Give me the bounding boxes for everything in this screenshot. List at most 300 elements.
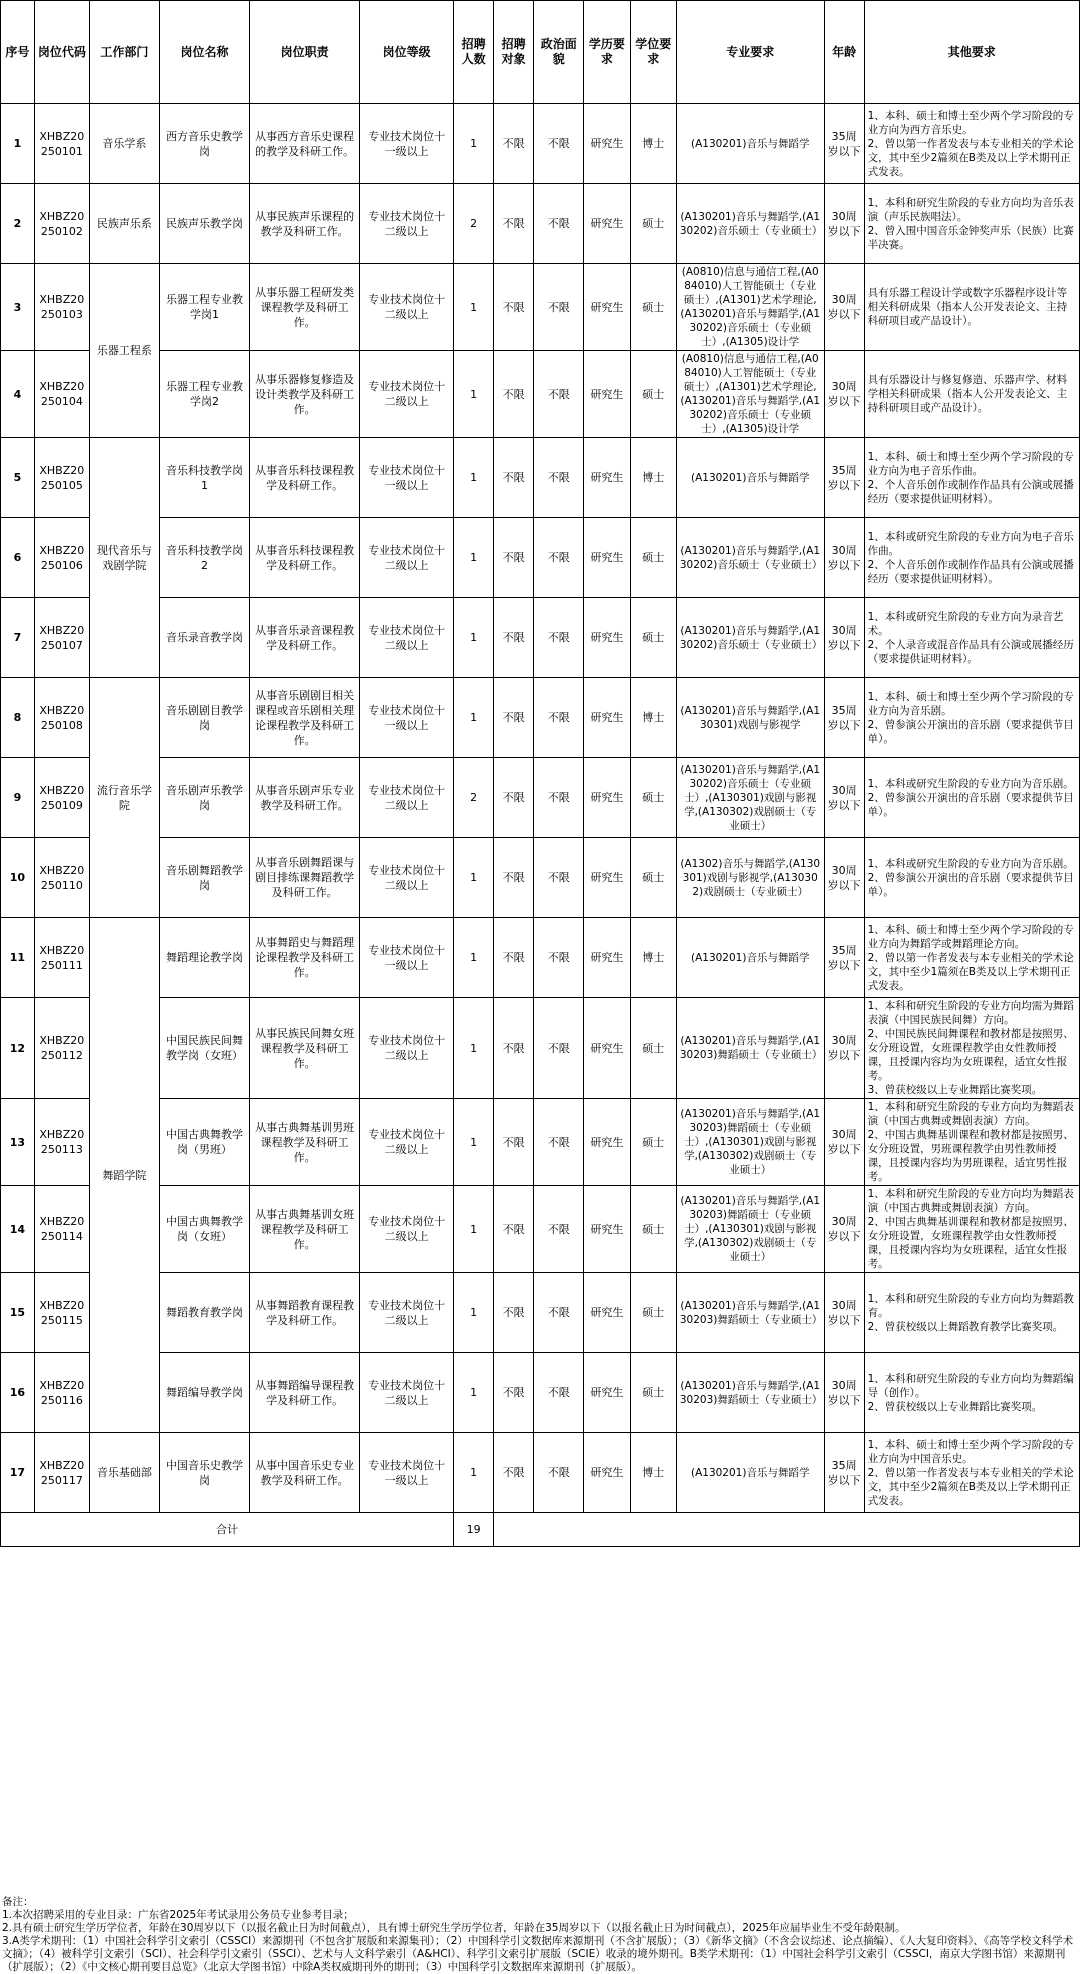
cell-political: 不限	[534, 351, 584, 438]
cell-target: 不限	[494, 351, 534, 438]
cell-political: 不限	[534, 678, 584, 758]
cell-level: 专业技术岗位十一级以上	[360, 104, 454, 184]
cell-edu: 研究生	[584, 104, 630, 184]
cell-code: XHBZ20250101	[34, 104, 89, 184]
cell-count: 1	[454, 438, 494, 518]
cell-count: 1	[454, 918, 494, 998]
cell-code: XHBZ20250103	[34, 264, 89, 351]
cell-major: (A130201)音乐与舞蹈学,(A130203)舞蹈硕士（专业硕士）,(A130301)戏剧与影视学,(A130302)戏剧硕士（专业硕士）	[676, 1186, 824, 1273]
cell-code: XHBZ20250116	[34, 1353, 89, 1433]
cell-no: 15	[1, 1273, 35, 1353]
cell-dept: 音乐学系	[89, 104, 159, 184]
cell-major: (A130201)音乐与舞蹈学	[676, 438, 824, 518]
cell-name: 音乐科技教学岗1	[159, 438, 249, 518]
cell-political: 不限	[534, 1273, 584, 1353]
cell-count: 1	[454, 104, 494, 184]
cell-political: 不限	[534, 598, 584, 678]
cell-dept: 流行音乐学院	[89, 678, 159, 918]
header-major: 专业要求	[676, 1, 824, 104]
cell-no: 1	[1, 104, 35, 184]
cell-major: (A130201)音乐与舞蹈学,(A130301)戏剧与影视学	[676, 678, 824, 758]
other-line: 2、曾获校级以上专业舞蹈比赛奖项。	[867, 1400, 1043, 1413]
header-age: 年龄	[824, 1, 864, 104]
cell-other	[864, 351, 1079, 438]
cell-target: 不限	[494, 1186, 534, 1273]
cell-duty: 从事音乐科技课程教学及科研工作。	[250, 518, 360, 598]
cell-edu: 研究生	[584, 1273, 630, 1353]
cell-political: 不限	[534, 758, 584, 838]
table-row	[1, 838, 1080, 918]
cell-duty: 从事舞蹈编导课程教学及科研工作。	[250, 1353, 360, 1433]
note-line: 2.具有硕士研究生学历学位者，年龄在30周岁以下（以报名截止日为时间截点），具有博士研究生学历学位者，年龄在35周岁以下（以报名截止日为时间截点），2025年应届毕业生不受年龄限制。	[2, 1922, 906, 1934]
header-code: 岗位代码	[34, 1, 89, 104]
cell-political: 不限	[534, 264, 584, 351]
cell-dept: 现代音乐与戏剧学院	[89, 438, 159, 678]
cell-major: (A130201)音乐与舞蹈学,(A130203)舞蹈硕士（专业硕士）	[676, 1273, 824, 1353]
cell-other	[864, 264, 1079, 351]
cell-degree: 硕士	[630, 838, 676, 918]
cell-age: 35周岁以下	[824, 1433, 864, 1513]
cell-major: (A130201)音乐与舞蹈学	[676, 104, 824, 184]
header-row	[1, 1, 1080, 104]
cell-count: 1	[454, 518, 494, 598]
cell-level: 专业技术岗位十二级以上	[360, 264, 454, 351]
cell-degree: 硕士	[630, 1099, 676, 1186]
cell-age: 30周岁以下	[824, 838, 864, 918]
table-row	[1, 918, 1080, 998]
cell-code: XHBZ20250108	[34, 678, 89, 758]
cell-degree: 博士	[630, 438, 676, 518]
cell-major: (A0810)信息与通信工程,(A084010)人工智能硕士（专业硕士）,(A1301)艺术学理论,(A130201)音乐与舞蹈学,(A130202)音乐硕士（专业硕士）,(A1305)设计学	[676, 351, 824, 438]
cell-edu: 研究生	[584, 598, 630, 678]
cell-count: 1	[454, 678, 494, 758]
header-duty: 岗位职责	[250, 1, 360, 104]
cell-edu: 研究生	[584, 264, 630, 351]
cell-age: 30周岁以下	[824, 184, 864, 264]
other-line: 具有乐器工程设计学或数字乐器程序设计等相关科研成果（指本人公开发表论文、主持科研项目或产品设计）。	[867, 287, 1068, 327]
cell-code: XHBZ20250106	[34, 518, 89, 598]
table-row	[1, 438, 1080, 518]
cell-no: 3	[1, 264, 35, 351]
other-line: 2、曾参演公开演出的音乐剧（要求提供节目单）。	[867, 871, 1074, 898]
other-line: 2、曾参演公开演出的音乐剧（要求提供节目单）。	[867, 791, 1074, 818]
cell-code: XHBZ20250105	[34, 438, 89, 518]
table-row	[1, 758, 1080, 838]
cell-major: (A130201)音乐与舞蹈学,(A130202)音乐硕士（专业硕士）	[676, 518, 824, 598]
cell-name: 舞蹈理论教学岗	[159, 918, 249, 998]
other-line: 2、个人音乐创作或制作作品具有公演或展播经历（要求提供证明材料）。	[867, 478, 1074, 505]
table-row	[1, 598, 1080, 678]
cell-other	[864, 1353, 1079, 1433]
cell-degree: 硕士	[630, 1353, 676, 1433]
cell-no: 5	[1, 438, 35, 518]
cell-level: 专业技术岗位十二级以上	[360, 184, 454, 264]
cell-major: (A1302)音乐与舞蹈学,(A130301)戏剧与影视学,(A130302)戏剧硕士（专业硕士）	[676, 838, 824, 918]
cell-other	[864, 1186, 1079, 1273]
cell-degree: 硕士	[630, 184, 676, 264]
cell-degree: 硕士	[630, 598, 676, 678]
cell-degree: 硕士	[630, 518, 676, 598]
other-line: 1、本科、硕士和博士至少两个学习阶段的专业方向为西方音乐史。	[867, 109, 1074, 136]
cell-degree: 硕士	[630, 1186, 676, 1273]
cell-age: 35周岁以下	[824, 918, 864, 998]
cell-count: 2	[454, 184, 494, 264]
cell-duty: 从事音乐科技课程教学及科研工作。	[250, 438, 360, 518]
cell-count: 1	[454, 1353, 494, 1433]
other-line: 2、曾获校级以上舞蹈教育教学比赛奖项。	[867, 1320, 1064, 1333]
cell-other	[864, 1433, 1079, 1513]
cell-major: (A130201)音乐与舞蹈学,(A130203)舞蹈硕士（专业硕士）	[676, 998, 824, 1099]
cell-name: 舞蹈编导教学岗	[159, 1353, 249, 1433]
cell-code: XHBZ20250111	[34, 918, 89, 998]
cell-other	[864, 104, 1079, 184]
other-line: 2、曾入围中国音乐金钟奖声乐（民族）比赛半决赛。	[867, 224, 1074, 251]
cell-degree: 博士	[630, 104, 676, 184]
cell-count: 1	[454, 1433, 494, 1513]
cell-political: 不限	[534, 1099, 584, 1186]
cell-political: 不限	[534, 1353, 584, 1433]
other-line: 1、本科、硕士和博士至少两个学习阶段的专业方向为中国音乐史。	[867, 1438, 1074, 1465]
cell-code: XHBZ20250112	[34, 998, 89, 1099]
other-line: 2、曾参演公开演出的音乐剧（要求提供节目单）。	[867, 718, 1074, 745]
cell-political: 不限	[534, 518, 584, 598]
cell-level: 专业技术岗位十二级以上	[360, 1099, 454, 1186]
cell-code: XHBZ20250107	[34, 598, 89, 678]
cell-major: (A130201)音乐与舞蹈学,(A130202)音乐硕士（专业硕士）	[676, 184, 824, 264]
cell-no: 17	[1, 1433, 35, 1513]
cell-duty: 从事西方音乐史课程的教学及科研工作。	[250, 104, 360, 184]
cell-duty: 从事民族民间舞女班课程教学及科研工作。	[250, 998, 360, 1099]
cell-edu: 研究生	[584, 1433, 630, 1513]
note-line: 1.本次招聘采用的专业目录：广东省2025年考试录用公务员专业参考目录；	[2, 1909, 354, 1921]
cell-count: 1	[454, 838, 494, 918]
cell-no: 6	[1, 518, 35, 598]
cell-count: 2	[454, 758, 494, 838]
other-line: 1、本科和研究生阶段的专业方向均为舞蹈编导（创作）。	[867, 1372, 1074, 1399]
cell-age: 35周岁以下	[824, 104, 864, 184]
other-line: 2、个人音乐创作或制作作品具有公演或展播经历（要求提供证明材料）。	[867, 558, 1074, 585]
header-degree: 学位要求	[630, 1, 676, 104]
cell-name: 音乐录音教学岗	[159, 598, 249, 678]
other-line: 2、曾以第一作者发表与本专业相关的学术论文，其中至少2篇须在B类及以上学术期刊正式发表。	[867, 137, 1074, 178]
total-row	[1, 1513, 1080, 1547]
cell-count: 1	[454, 598, 494, 678]
cell-political: 不限	[534, 998, 584, 1099]
cell-target: 不限	[494, 998, 534, 1099]
header-count: 招聘人数	[454, 1, 494, 104]
cell-name: 中国民族民间舞教学岗（女班）	[159, 998, 249, 1099]
total-label: 合计	[1, 1513, 454, 1547]
cell-other	[864, 518, 1079, 598]
cell-code: XHBZ20250102	[34, 184, 89, 264]
header-no: 序号	[1, 1, 35, 104]
cell-political: 不限	[534, 104, 584, 184]
other-line: 1、本科或研究生阶段的专业方向为录音艺术。	[867, 610, 1064, 637]
total-empty	[494, 1513, 1080, 1547]
other-line: 1、本科或研究生阶段的专业方向为音乐剧。	[867, 777, 1074, 790]
cell-target: 不限	[494, 1099, 534, 1186]
cell-edu: 研究生	[584, 918, 630, 998]
table-row	[1, 1099, 1080, 1186]
table-row	[1, 518, 1080, 598]
cell-duty: 从事舞蹈史与舞蹈理论课程教学及科研工作。	[250, 918, 360, 998]
cell-degree: 硕士	[630, 998, 676, 1099]
cell-target: 不限	[494, 1353, 534, 1433]
cell-dept: 舞蹈学院	[89, 918, 159, 1433]
cell-level: 专业技术岗位十一级以上	[360, 918, 454, 998]
cell-no: 9	[1, 758, 35, 838]
cell-age: 30周岁以下	[824, 351, 864, 438]
cell-level: 专业技术岗位十二级以上	[360, 1186, 454, 1273]
table-row	[1, 1186, 1080, 1273]
cell-other	[864, 838, 1079, 918]
cell-no: 11	[1, 918, 35, 998]
cell-major: (A0810)信息与通信工程,(A084010)人工智能硕士（专业硕士）,(A1301)艺术学理论,(A130201)音乐与舞蹈学,(A130202)音乐硕士（专业硕士）,(A1305)设计学	[676, 264, 824, 351]
cell-age: 30周岁以下	[824, 1353, 864, 1433]
other-line: 2、中国民族民间舞课程和教材都是按照男、女分班设置，女班课程教学由女性教师授课，且授课内容均为女班课程，适宜女性报考。	[867, 1028, 1074, 1082]
other-line: 2、中国古典舞基训课程和教材都是按照男、女分班设置，女班课程教学由女性教师授课，且授课内容均为女班课程，适宜女性报考。	[867, 1216, 1074, 1270]
table-row	[1, 184, 1080, 264]
cell-age: 30周岁以下	[824, 758, 864, 838]
cell-political: 不限	[534, 438, 584, 518]
cell-dept: 音乐基础部	[89, 1433, 159, 1513]
cell-name: 中国古典舞教学岗（男班）	[159, 1099, 249, 1186]
other-line: 3、曾获校级以上专业舞蹈比赛奖项。	[867, 1084, 1043, 1096]
cell-no: 14	[1, 1186, 35, 1273]
table-row	[1, 264, 1080, 351]
cell-age: 30周岁以下	[824, 518, 864, 598]
cell-other	[864, 678, 1079, 758]
other-line: 1、本科、硕士和博士至少两个学习阶段的专业方向为电子音乐作曲。	[867, 450, 1074, 477]
other-line: 1、本科和研究生阶段的专业方向均为音乐表演（声乐民族唱法）。	[867, 196, 1074, 223]
cell-no: 7	[1, 598, 35, 678]
header-level: 岗位等级	[360, 1, 454, 104]
cell-edu: 研究生	[584, 1186, 630, 1273]
other-line: 2、中国古典舞基训课程和教材都是按照男、女分班设置，男班课程教学由男性教师授课，且授课内容均为男班课程，适宜男性报考。	[867, 1129, 1074, 1183]
cell-code: XHBZ20250115	[34, 1273, 89, 1353]
table-row	[1, 678, 1080, 758]
cell-count: 1	[454, 264, 494, 351]
cell-age: 30周岁以下	[824, 1273, 864, 1353]
other-line: 1、本科、硕士和博士至少两个学习阶段的专业方向为音乐剧。	[867, 690, 1074, 717]
cell-duty: 从事音乐录音课程教学及科研工作。	[250, 598, 360, 678]
cell-other	[864, 184, 1079, 264]
cell-dept: 乐器工程系	[89, 264, 159, 438]
header-political: 政治面貌	[534, 1, 584, 104]
cell-target: 不限	[494, 918, 534, 998]
cell-level: 专业技术岗位十二级以上	[360, 998, 454, 1099]
notes	[2, 1896, 1078, 1974]
cell-no: 4	[1, 351, 35, 438]
cell-code: XHBZ20250104	[34, 351, 89, 438]
cell-count: 1	[454, 1273, 494, 1353]
cell-count: 1	[454, 998, 494, 1099]
other-line: 1、本科或研究生阶段的专业方向为电子音乐作曲。	[867, 530, 1074, 557]
cell-duty: 从事中国音乐史专业教学及科研工作。	[250, 1433, 360, 1513]
cell-edu: 研究生	[584, 758, 630, 838]
total-count: 19	[454, 1513, 494, 1547]
cell-degree: 博士	[630, 1433, 676, 1513]
cell-name: 音乐剧声乐教学岗	[159, 758, 249, 838]
cell-target: 不限	[494, 264, 534, 351]
cell-edu: 研究生	[584, 184, 630, 264]
cell-edu: 研究生	[584, 1099, 630, 1186]
cell-other	[864, 598, 1079, 678]
cell-level: 专业技术岗位十二级以上	[360, 518, 454, 598]
cell-major: (A130201)音乐与舞蹈学	[676, 1433, 824, 1513]
cell-target: 不限	[494, 518, 534, 598]
cell-major: (A130201)音乐与舞蹈学,(A130202)音乐硕士（专业硕士）	[676, 598, 824, 678]
cell-target: 不限	[494, 1273, 534, 1353]
header-name: 岗位名称	[159, 1, 249, 104]
cell-name: 乐器工程专业教学岗2	[159, 351, 249, 438]
cell-duty: 从事音乐剧声乐专业教学及科研工作。	[250, 758, 360, 838]
cell-target: 不限	[494, 758, 534, 838]
cell-level: 专业技术岗位十二级以上	[360, 758, 454, 838]
cell-degree: 博士	[630, 918, 676, 998]
cell-name: 民族声乐教学岗	[159, 184, 249, 264]
cell-age: 30周岁以下	[824, 598, 864, 678]
cell-dept: 民族声乐系	[89, 184, 159, 264]
cell-age: 35周岁以下	[824, 438, 864, 518]
cell-level: 专业技术岗位十二级以上	[360, 351, 454, 438]
other-line: 具有乐器设计与修复修造、乐器声学、材料学相关科研成果（指本人公开发表论文、主持科研项目或产品设计）。	[867, 374, 1068, 414]
cell-target: 不限	[494, 438, 534, 518]
cell-degree: 博士	[630, 678, 676, 758]
cell-duty: 从事音乐剧舞蹈课与剧目排练课舞蹈教学及科研工作。	[250, 838, 360, 918]
cell-level: 专业技术岗位十一级以上	[360, 678, 454, 758]
cell-no: 16	[1, 1353, 35, 1433]
cell-name: 舞蹈教育教学岗	[159, 1273, 249, 1353]
table-row	[1, 1433, 1080, 1513]
other-line: 1、本科和研究生阶段的专业方向均为舞蹈教育。	[867, 1292, 1074, 1319]
other-line: 1、本科和研究生阶段的专业方向均为舞蹈表演（中国古典舞或舞剧表演）方向。	[867, 1188, 1074, 1214]
cell-political: 不限	[534, 838, 584, 918]
cell-duty: 从事音乐剧剧目相关课程或音乐剧相关理论课程教学及科研工作。	[250, 678, 360, 758]
table-row	[1, 998, 1080, 1099]
cell-duty: 从事民族声乐课程的教学及科研工作。	[250, 184, 360, 264]
cell-other	[864, 998, 1079, 1099]
cell-level: 专业技术岗位十二级以上	[360, 1353, 454, 1433]
cell-edu: 研究生	[584, 998, 630, 1099]
cell-no: 10	[1, 838, 35, 918]
cell-duty: 从事乐器修复修造及设计类教学及科研工作。	[250, 351, 360, 438]
cell-name: 音乐剧舞蹈教学岗	[159, 838, 249, 918]
cell-age: 30周岁以下	[824, 264, 864, 351]
cell-target: 不限	[494, 838, 534, 918]
cell-duty: 从事舞蹈教育课程教学及科研工作。	[250, 1273, 360, 1353]
cell-level: 专业技术岗位十一级以上	[360, 1433, 454, 1513]
cell-count: 1	[454, 351, 494, 438]
cell-code: XHBZ20250113	[34, 1099, 89, 1186]
cell-target: 不限	[494, 104, 534, 184]
cell-age: 35周岁以下	[824, 678, 864, 758]
cell-level: 专业技术岗位十二级以上	[360, 598, 454, 678]
other-line: 2、曾以第一作者发表与本专业相关的学术论文，其中至少1篇须在B类及以上学术期刊正式发表。	[867, 951, 1074, 992]
cell-major: (A130201)音乐与舞蹈学,(A130203)舞蹈硕士（专业硕士）,(A130301)戏剧与影视学,(A130302)戏剧硕士（专业硕士）	[676, 1099, 824, 1186]
cell-duty: 从事古典舞基训男班课程教学及科研工作。	[250, 1099, 360, 1186]
table-row	[1, 1353, 1080, 1433]
cell-duty: 从事乐器工程研发类课程教学及科研工作。	[250, 264, 360, 351]
cell-name: 西方音乐史教学岗	[159, 104, 249, 184]
header-other: 其他要求	[864, 1, 1079, 104]
cell-edu: 研究生	[584, 1353, 630, 1433]
cell-degree: 硕士	[630, 758, 676, 838]
cell-no: 12	[1, 998, 35, 1099]
note-line: 3.A类学术期刊：（1）中国社会科学引文索引（CSSCI）来源期刊（不包含扩展版和来源集刊）；（2）中国科学引文数据库来源期刊（不含扩展版）；（3）《新华文摘》（不含会议综述、论点摘编）、《人大复印资料》、《高等学校文科学术文摘》；（4）被科学引文索引（SCI）、社会科学引文索引（SSCI）、艺术与人文科学索引（A&HCI）、科学引文索引扩展版（SCIE）收录的境外期刊。B类学术期刊：（1）中国社会科学引文索引（CSSCI，南京大学图书馆）来源期刊（扩展版）；（2）《中文核心期刊要目总览》（北京大学图书馆）中除A类权威期刊外的期刊；（3）中国科学引文数据库来源期刊（扩展版）。	[2, 1935, 1074, 1973]
cell-duty: 从事古典舞基训女班课程教学及科研工作。	[250, 1186, 360, 1273]
cell-code: XHBZ20250114	[34, 1186, 89, 1273]
other-line: 1、本科和研究生阶段的专业方向均为舞蹈表演（中国古典舞或舞剧表演）方向。	[867, 1101, 1074, 1127]
cell-level: 专业技术岗位十二级以上	[360, 1273, 454, 1353]
cell-edu: 研究生	[584, 518, 630, 598]
cell-target: 不限	[494, 1433, 534, 1513]
cell-political: 不限	[534, 1186, 584, 1273]
cell-other	[864, 438, 1079, 518]
cell-level: 专业技术岗位十二级以上	[360, 838, 454, 918]
cell-political: 不限	[534, 184, 584, 264]
cell-edu: 研究生	[584, 351, 630, 438]
table-row	[1, 351, 1080, 438]
cell-degree: 硕士	[630, 1273, 676, 1353]
other-line: 1、本科或研究生阶段的专业方向为音乐剧。	[867, 857, 1074, 870]
cell-name: 音乐科技教学岗2	[159, 518, 249, 598]
header-dept: 工作部门	[89, 1, 159, 104]
cell-major: (A130201)音乐与舞蹈学,(A130202)音乐硕士（专业硕士）,(A130301)戏剧与影视学,(A130302)戏剧硕士（专业硕士）	[676, 758, 824, 838]
cell-count: 1	[454, 1186, 494, 1273]
cell-no: 2	[1, 184, 35, 264]
other-line: 1、本科和研究生阶段的专业方向均需为舞蹈表演（中国民族民间舞）方向。	[867, 1000, 1074, 1026]
cell-other	[864, 758, 1079, 838]
cell-code: XHBZ20250110	[34, 838, 89, 918]
cell-target: 不限	[494, 184, 534, 264]
cell-age: 30周岁以下	[824, 1186, 864, 1273]
table-body	[1, 104, 1080, 1547]
other-line: 1、本科、硕士和博士至少两个学习阶段的专业方向为舞蹈学或舞蹈理论方向。	[867, 923, 1074, 950]
cell-name: 音乐剧剧目教学岗	[159, 678, 249, 758]
cell-target: 不限	[494, 598, 534, 678]
cell-other	[864, 918, 1079, 998]
cell-major: (A130201)音乐与舞蹈学	[676, 918, 824, 998]
header-edu: 学历要求	[584, 1, 630, 104]
header-target: 招聘对象	[494, 1, 534, 104]
cell-code: XHBZ20250109	[34, 758, 89, 838]
cell-other	[864, 1099, 1079, 1186]
cell-level: 专业技术岗位十一级以上	[360, 438, 454, 518]
cell-no: 13	[1, 1099, 35, 1186]
cell-major: (A130201)音乐与舞蹈学,(A130203)舞蹈硕士（专业硕士）	[676, 1353, 824, 1433]
cell-age: 30周岁以下	[824, 998, 864, 1099]
cell-count: 1	[454, 1099, 494, 1186]
cell-target: 不限	[494, 678, 534, 758]
table-row	[1, 1273, 1080, 1353]
cell-code: XHBZ20250117	[34, 1433, 89, 1513]
cell-political: 不限	[534, 918, 584, 998]
cell-degree: 硕士	[630, 351, 676, 438]
cell-political: 不限	[534, 1433, 584, 1513]
cell-name: 中国古典舞教学岗（女班）	[159, 1186, 249, 1273]
cell-edu: 研究生	[584, 678, 630, 758]
cell-edu: 研究生	[584, 438, 630, 518]
cell-name: 中国音乐史教学岗	[159, 1433, 249, 1513]
other-line: 2、曾以第一作者发表与本专业相关的学术论文，其中至少2篇须在B类及以上学术期刊正式发表。	[867, 1466, 1074, 1507]
cell-age: 30周岁以下	[824, 1099, 864, 1186]
cell-degree: 硕士	[630, 264, 676, 351]
cell-edu: 研究生	[584, 838, 630, 918]
cell-name: 乐器工程专业教学岗1	[159, 264, 249, 351]
cell-no: 8	[1, 678, 35, 758]
note-line: 备注：	[2, 1896, 34, 1908]
